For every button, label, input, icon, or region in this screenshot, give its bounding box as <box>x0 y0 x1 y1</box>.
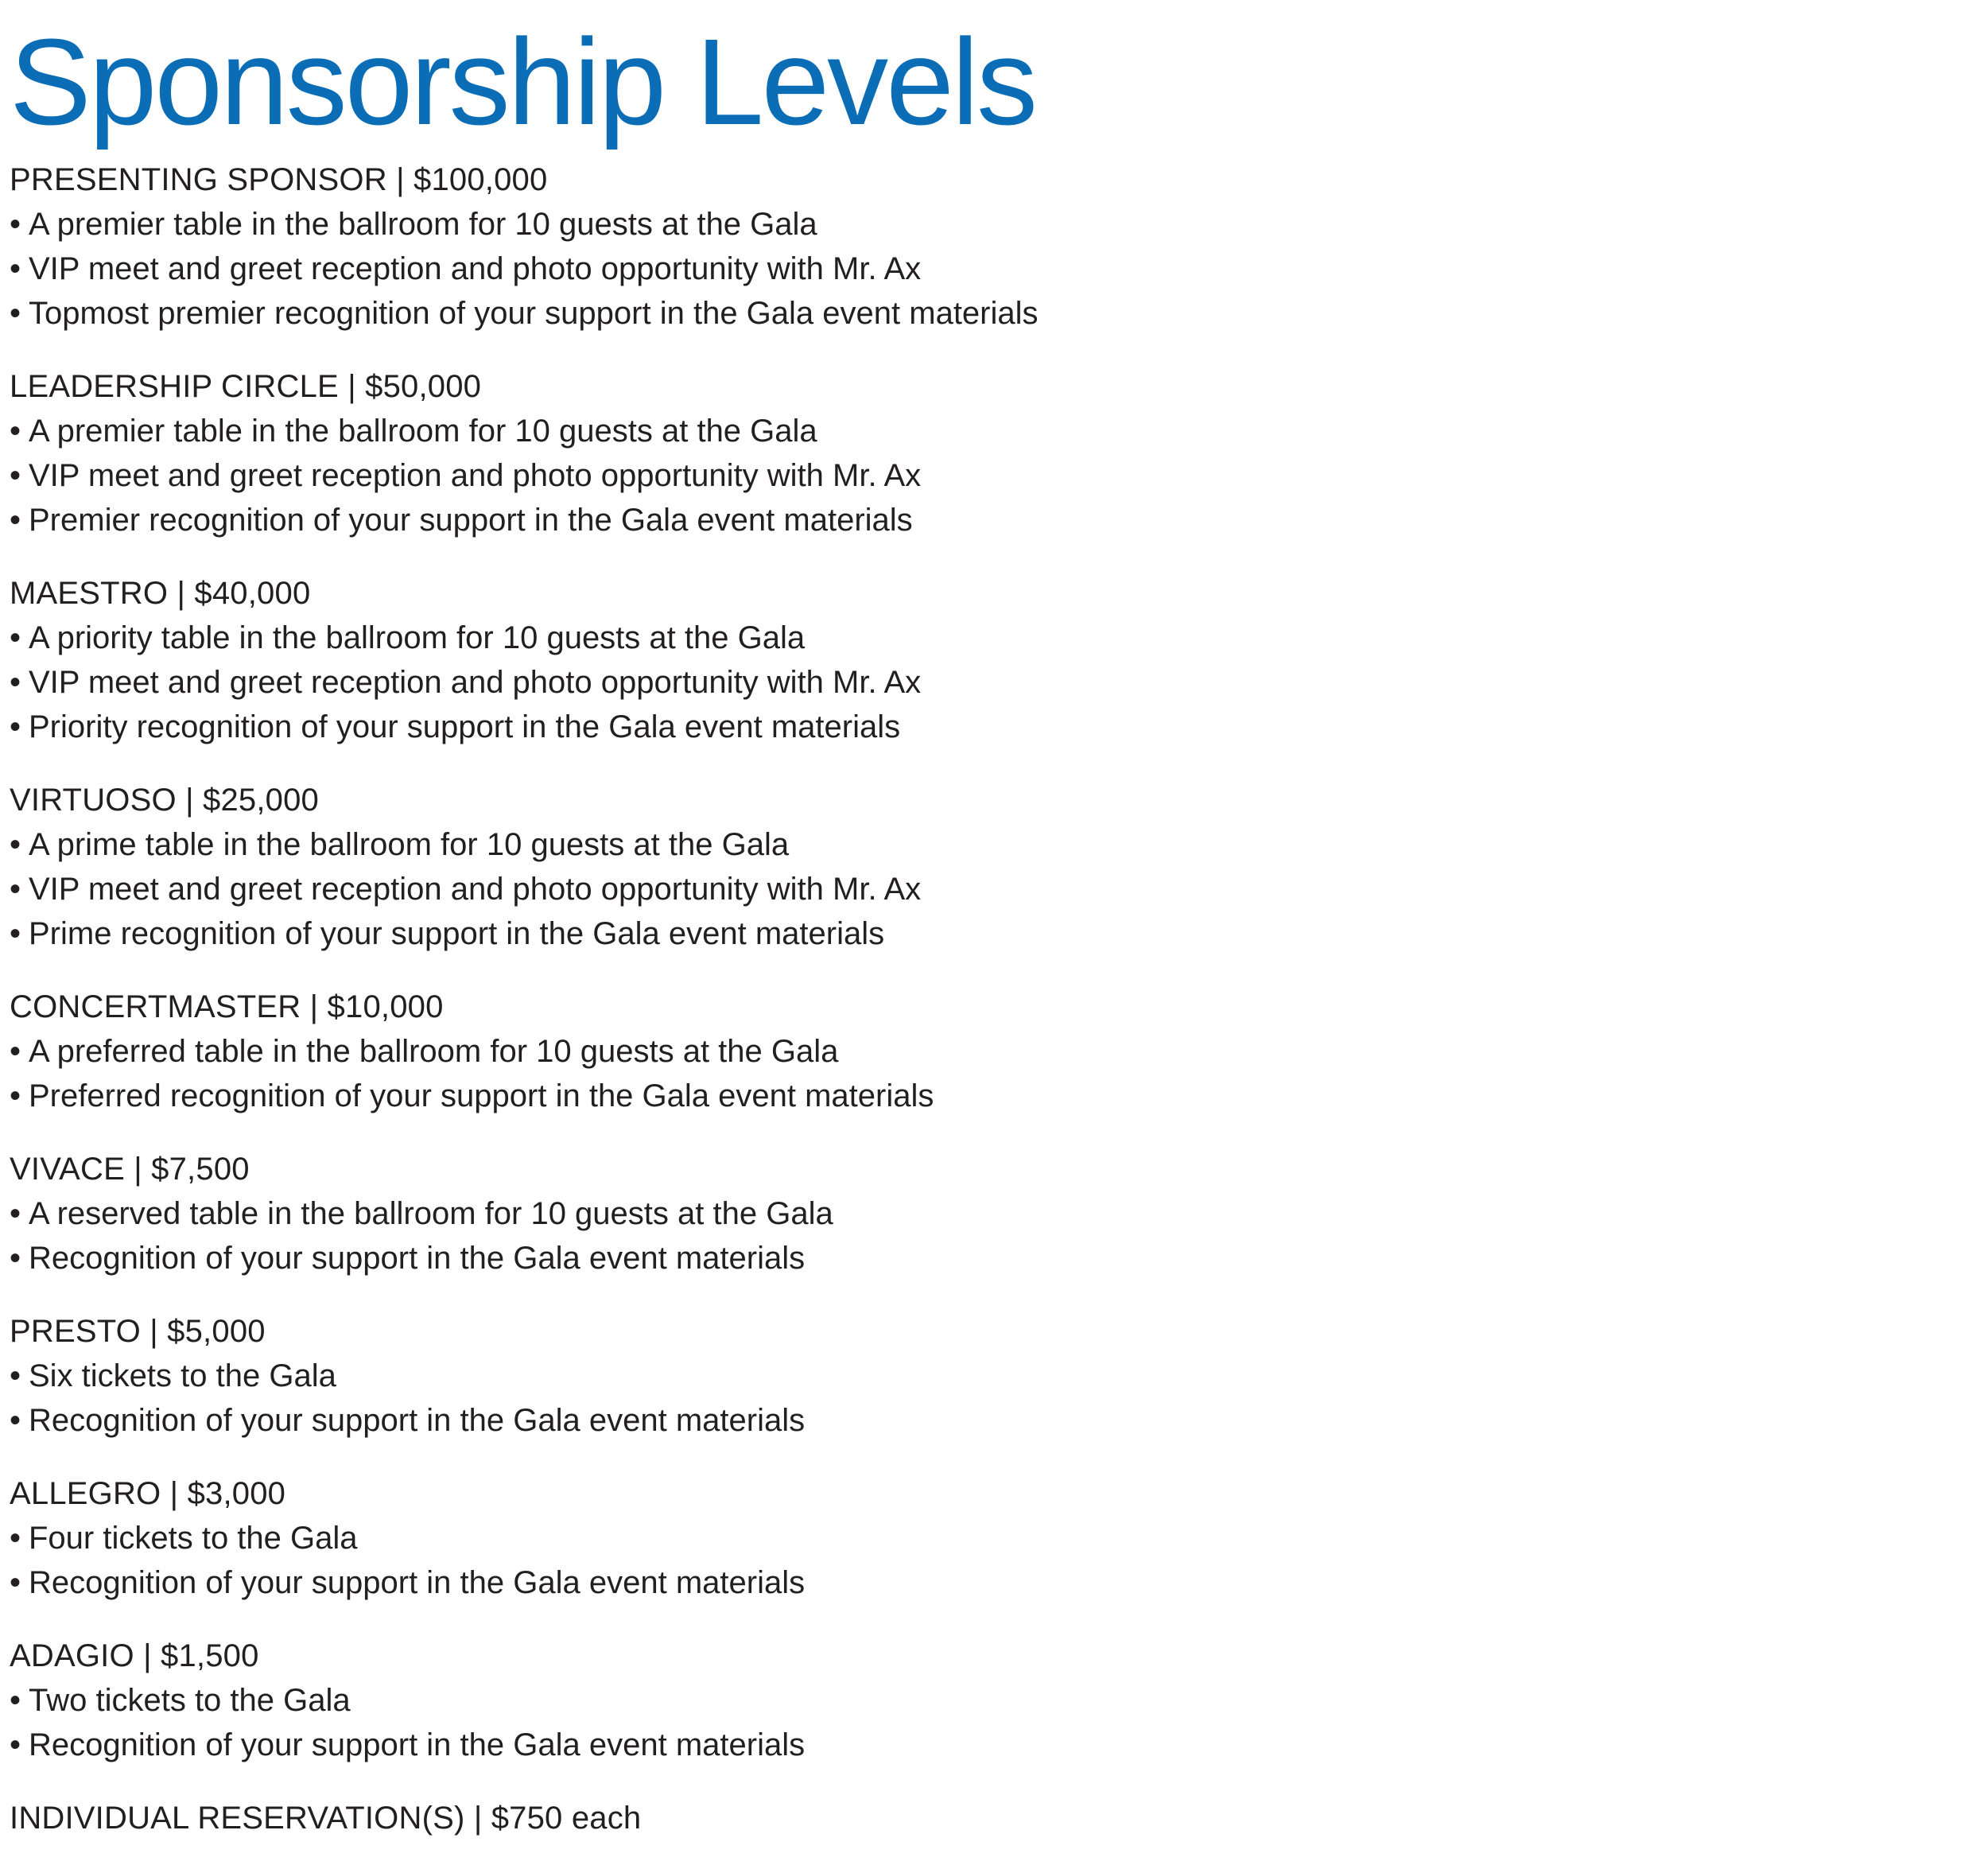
sponsorship-level <box>10 571 1974 749</box>
benefit-text: VIP meet and greet reception and photo opportunity with Mr. Ax <box>29 458 922 493</box>
benefit-text: A premier table in the ballroom for 10 guests at the Gala <box>29 207 817 242</box>
sponsorship-level <box>10 1309 1974 1443</box>
sponsorship-level <box>10 1634 1974 1767</box>
benefit-item <box>10 453 1974 498</box>
benefit-item <box>10 822 1974 867</box>
benefit-item <box>10 1723 1974 1767</box>
sponsorship-level <box>10 985 1974 1118</box>
bullet-icon: • <box>10 916 21 951</box>
bullet-icon: • <box>10 207 21 242</box>
bullet-icon: • <box>10 1078 21 1113</box>
bullet-icon: • <box>10 296 21 331</box>
bullet-icon: • <box>10 1727 21 1762</box>
level-heading: MAESTRO | $40,000 <box>10 576 311 611</box>
page-title: Sponsorship Levels <box>10 14 1036 150</box>
level-heading: VIVACE | $7,500 <box>10 1152 250 1187</box>
bullet-icon: • <box>10 872 21 907</box>
sponsorship-levels-list <box>10 157 1974 1840</box>
benefit-item <box>10 1236 1974 1280</box>
benefit-item <box>10 1678 1974 1723</box>
benefit-item <box>10 247 1974 291</box>
bullet-icon: • <box>10 503 21 538</box>
benefit-text: Two tickets to the Gala <box>29 1683 351 1718</box>
benefit-text: Prime recognition of your support in the Gala event materials <box>29 916 885 951</box>
benefit-text: Recognition of your support in the Gala event materials <box>29 1727 806 1762</box>
benefit-item <box>10 1560 1974 1605</box>
bullet-icon: • <box>10 1196 21 1231</box>
benefit-text: A reserved table in the ballroom for 10 guests at the Gala <box>29 1196 833 1231</box>
bullet-icon: • <box>10 458 21 493</box>
level-heading: INDIVIDUAL RESERVATION(S) | $750 each <box>10 1801 642 1836</box>
level-heading: LEADERSHIP CIRCLE | $50,000 <box>10 369 482 404</box>
benefit-item <box>10 1074 1974 1118</box>
benefit-item <box>10 409 1974 453</box>
benefit-text: Recognition of your support in the Gala event materials <box>29 1241 806 1276</box>
benefit-text: A preferred table in the ballroom for 10 guests at the Gala <box>29 1034 839 1069</box>
level-heading: ALLEGRO | $3,000 <box>10 1476 286 1511</box>
benefit-text: Four tickets to the Gala <box>29 1521 358 1556</box>
benefit-item <box>10 1354 1974 1398</box>
benefit-text: Six tickets to the Gala <box>29 1358 336 1393</box>
bullet-icon: • <box>10 251 21 286</box>
bullet-icon: • <box>10 1683 21 1718</box>
bullet-icon: • <box>10 1034 21 1069</box>
sponsorship-level <box>10 1147 1974 1280</box>
sponsorship-level <box>10 157 1974 336</box>
benefit-item <box>10 202 1974 247</box>
benefit-text: VIP meet and greet reception and photo opportunity with Mr. Ax <box>29 665 922 700</box>
benefit-item <box>10 911 1974 956</box>
level-heading: VIRTUOSO | $25,000 <box>10 783 319 818</box>
benefit-item <box>10 705 1974 749</box>
benefit-item <box>10 867 1974 911</box>
benefit-item <box>10 498 1974 542</box>
benefit-item <box>10 1516 1974 1560</box>
benefit-text: A priority table in the ballroom for 10 guests at the Gala <box>29 620 806 655</box>
bullet-icon: • <box>10 709 21 744</box>
sponsorship-level <box>10 778 1974 956</box>
bullet-icon: • <box>10 1521 21 1556</box>
bullet-icon: • <box>10 665 21 700</box>
bullet-icon: • <box>10 414 21 449</box>
bullet-icon: • <box>10 827 21 862</box>
bullet-icon: • <box>10 1358 21 1393</box>
sponsorship-level <box>10 1471 1974 1605</box>
benefit-text: VIP meet and greet reception and photo opportunity with Mr. Ax <box>29 872 922 907</box>
bullet-icon: • <box>10 1565 21 1600</box>
benefit-item <box>10 1029 1974 1074</box>
sponsorship-level <box>10 364 1974 542</box>
level-heading: PRESTO | $5,000 <box>10 1314 266 1349</box>
document-page <box>10 0 1974 1869</box>
benefit-item <box>10 291 1974 336</box>
level-heading: CONCERTMASTER | $10,000 <box>10 989 444 1024</box>
benefit-text: Preferred recognition of your support in the Gala event materials <box>29 1078 934 1113</box>
benefit-text: Priority recognition of your support in the Gala event materials <box>29 709 901 744</box>
benefit-item <box>10 1191 1974 1236</box>
bullet-icon: • <box>10 1403 21 1438</box>
benefit-item <box>10 1398 1974 1443</box>
level-heading: PRESENTING SPONSOR | $100,000 <box>10 162 548 197</box>
level-heading: ADAGIO | $1,500 <box>10 1638 259 1673</box>
benefit-text: VIP meet and greet reception and photo opportunity with Mr. Ax <box>29 251 922 286</box>
benefit-item <box>10 660 1974 705</box>
benefit-text: Recognition of your support in the Gala event materials <box>29 1403 806 1438</box>
benefit-item <box>10 616 1974 660</box>
benefit-text: Recognition of your support in the Gala event materials <box>29 1565 806 1600</box>
benefit-text: Premier recognition of your support in the Gala event materials <box>29 503 913 538</box>
sponsorship-level <box>10 1796 1974 1840</box>
bullet-icon: • <box>10 1241 21 1276</box>
benefit-text: Topmost premier recognition of your support in the Gala event materials <box>29 296 1039 331</box>
benefit-text: A premier table in the ballroom for 10 guests at the Gala <box>29 414 817 449</box>
bullet-icon: • <box>10 620 21 655</box>
benefit-text: A prime table in the ballroom for 10 guests at the Gala <box>29 827 790 862</box>
